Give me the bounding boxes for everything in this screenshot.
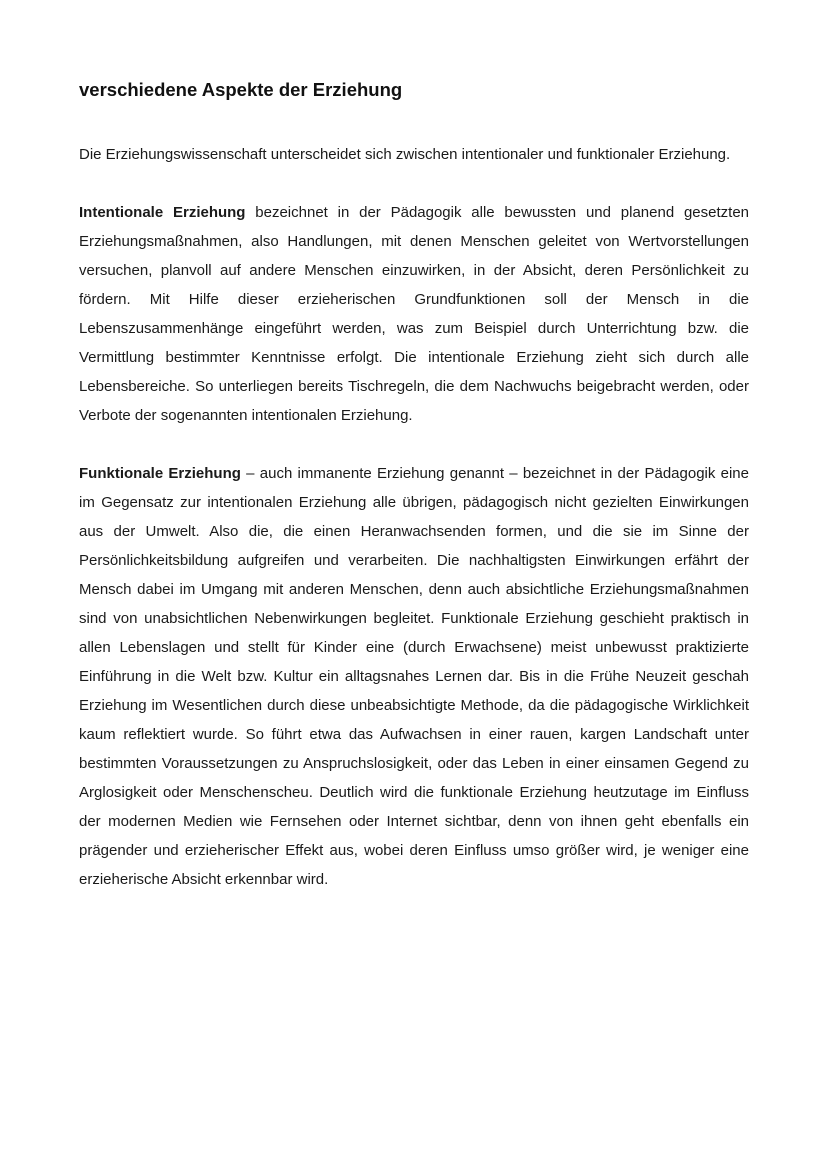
document-page [79,78,749,894]
intentional-education-term: Intentionale Erziehung [79,204,246,221]
functional-education-term: Funktionale Erziehung [79,465,241,482]
functional-education-text: – auch immanente Erziehung genannt – bezeichnet in der Pädagogik eine im Gegensatz zur intentionalen Erziehung alle übrigen, pädagogisch nicht gezielten Einwirkungen aus der Umwelt. Also die, die einen Heranwachsenden formen, und die sie im Sinne der Persönlichkeitsbildung aufgreifen und verarbeiten. Die nachhaltigsten Einwirkungen erfährt der Mensch dabei im Umgang mit anderen Menschen, denn auch absichtliche Erziehungsmaßnahmen sind von unabsichtlichen Nebenwirkungen begleitet. Funktionale Erziehung geschieht praktisch in allen Lebenslagen und stellt für Kinder eine (durch Erwachsene) meist unbewusst praktizierte Einführung in die Welt bzw. Kultur ein alltagsnahes Lernen dar. Bis in die Frühe Neuzeit geschah Erziehung im Wesentlichen durch diese unbeabsichtigte Methode, da die pädagogische Wirklichkeit kaum reflektiert wurde. So führt etwa das Aufwachsen in einer rauen, kargen Landschaft unter bestimmten Voraussetzungen zu Anspruchslosigkeit, oder das Leben in einer einsamen Gegend zu Arglosigkeit oder Menschenscheu. Deutlich wird die funktionale Erziehung heutzutage im Einfluss der modernen Medien wie Fernsehen oder Internet sichtbar, denn von ihnen geht ebenfalls ein prägender und erzieherischer Effekt aus, wobei deren Einfluss umso größer wird, je weniger eine erzieherische Absicht erkennbar wird. [79,465,749,888]
intro-paragraph: Die Erziehungswissenschaft unterscheidet sich zwischen intentionaler und funktionaler Erziehung. [79,146,731,163]
intentional-education-paragraph [79,198,749,430]
intentional-education-text: bezeichnet in der Pädagogik alle bewussten und planend gesetzten Erziehungsmaßnahmen, also Handlungen, mit denen Menschen geleitet von Wertvorstellungen versuchen, planvoll auf andere Menschen einzuwirken, in der Absicht, deren Persönlichkeit zu fördern. Mit Hilfe dieser erzieherischen Grundfunktionen soll der Mensch in die Lebenszusammenhänge eingeführt werden, was zum Beispiel durch Unterrichtung bzw. die Vermittlung bestimmter Kenntnisse erfolgt. Die intentionale Erziehung zieht sich durch alle Lebensbereiche. So unterliegen bereits Tischregeln, die dem Nachwuchs beigebracht werden, oder Verbote der sogenannten intentionalen Erziehung. [79,204,750,424]
functional-education-paragraph [79,459,749,894]
document-title: verschiedene Aspekte der Erziehung [79,79,403,100]
